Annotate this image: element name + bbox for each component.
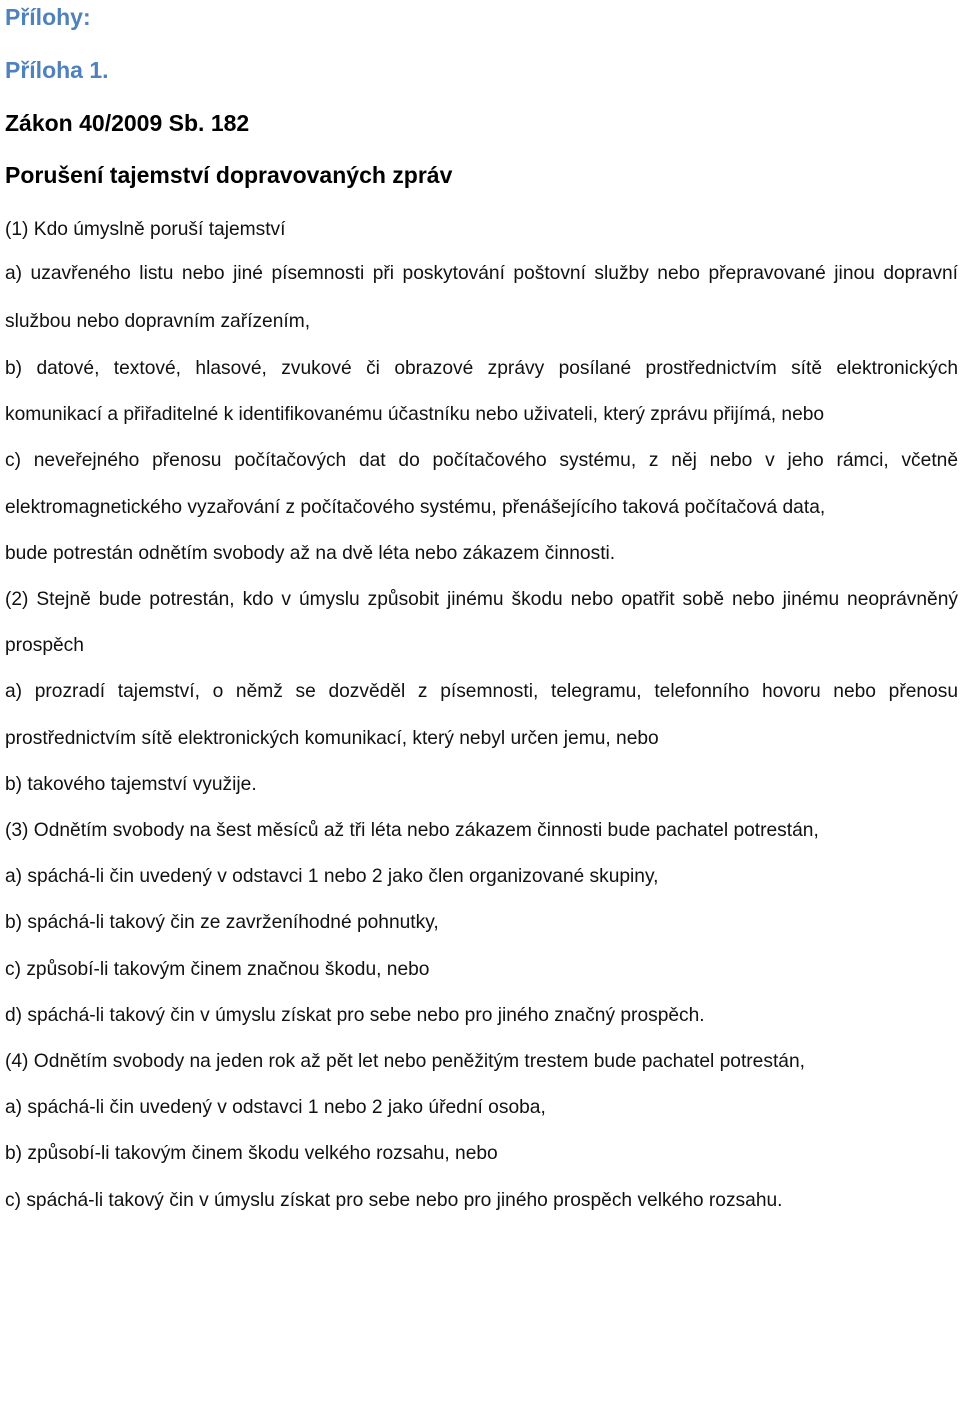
paragraph-3-item-c: c) způsobí-li takovým činem značnou škodu, nebo <box>5 958 430 980</box>
paragraph-1-intro: (1) Kdo úmyslně poruší tajemství <box>5 219 286 240</box>
paragraph-4-item-b: b) způsobí-li takovým činem škodu velkého rozsahu, nebo <box>5 1143 498 1165</box>
paragraph-4-intro: (4) Odnětím svobody na jeden rok až pět let nebo peněžitým trestem bude pachatel potrestán, <box>5 1051 805 1073</box>
attachments-heading: Přílohy: <box>5 4 91 30</box>
law-title: Zákon 40/2009 Sb. 182 <box>5 110 250 136</box>
attachment-1-heading: Příloha 1. <box>5 57 109 83</box>
paragraph-1-penalty: bude potrestán odnětím svobody až na dvě léta nebo zákazem činnosti. <box>5 542 616 564</box>
paragraph-1-item-b: b) datové, textové, hlasové, zvukové či obrazové zprávy posílané prostřednictvím sítě elektronických komunikací a přiřaditelné k identifikovanému účastníku nebo uživateli, který zprávu přijímá, nebo <box>5 358 958 426</box>
paragraph-4-item-c: c) spáchá-li takový čin v úmyslu získat pro sebe nebo pro jiného prospěch velkého rozsahu. <box>5 1189 783 1211</box>
law-text-body <box>5 210 958 1224</box>
paragraph-1-item-a: a) uzavřeného listu nebo jiné písemnosti při poskytování poštovní služby nebo přepravované jinou dopravní službou nebo dopravním zařízením, <box>5 263 958 332</box>
paragraph-2-intro: (2) Stejně bude potrestán, kdo v úmyslu způsobit jinému škodu nebo opatřit sobě nebo jinému neoprávněný prospěch <box>5 589 958 657</box>
paragraph-3-item-a: a) spáchá-li čin uvedený v odstavci 1 nebo 2 jako člen organizované skupiny, <box>5 866 659 888</box>
paragraph-2-item-b: b) takového tajemství využije. <box>5 773 257 795</box>
paragraph-4-item-a: a) spáchá-li čin uvedený v odstavci 1 nebo 2 jako úřední osoba, <box>5 1097 546 1119</box>
paragraph-1-item-c: c) neveřejného přenosu počítačových dat do počítačového systému, z něj nebo v jeho rámci, včetně elektromagnetického vyzařování z počítačového systému, přenášejícího taková počítačová data, <box>5 450 958 518</box>
paragraph-2-item-a: a) prozradí tajemství, o němž se dozvěděl z písemnosti, telegramu, telefonního hovoru nebo přenosu prostřednictvím sítě elektronických komunikací, který nebyl určen jemu, nebo <box>5 681 958 749</box>
paragraph-3-item-d: d) spáchá-li takový čin v úmyslu získat pro sebe nebo pro jiného značný prospěch. <box>5 1004 705 1026</box>
paragraph-3-intro: (3) Odnětím svobody na šest měsíců až tři léta nebo zákazem činnosti bude pachatel potrestán, <box>5 820 819 842</box>
section-title: Porušení tajemství dopravovaných zpráv <box>5 162 453 188</box>
paragraph-3-item-b: b) spáchá-li takový čin ze zavrženíhodné pohnutky, <box>5 912 439 934</box>
